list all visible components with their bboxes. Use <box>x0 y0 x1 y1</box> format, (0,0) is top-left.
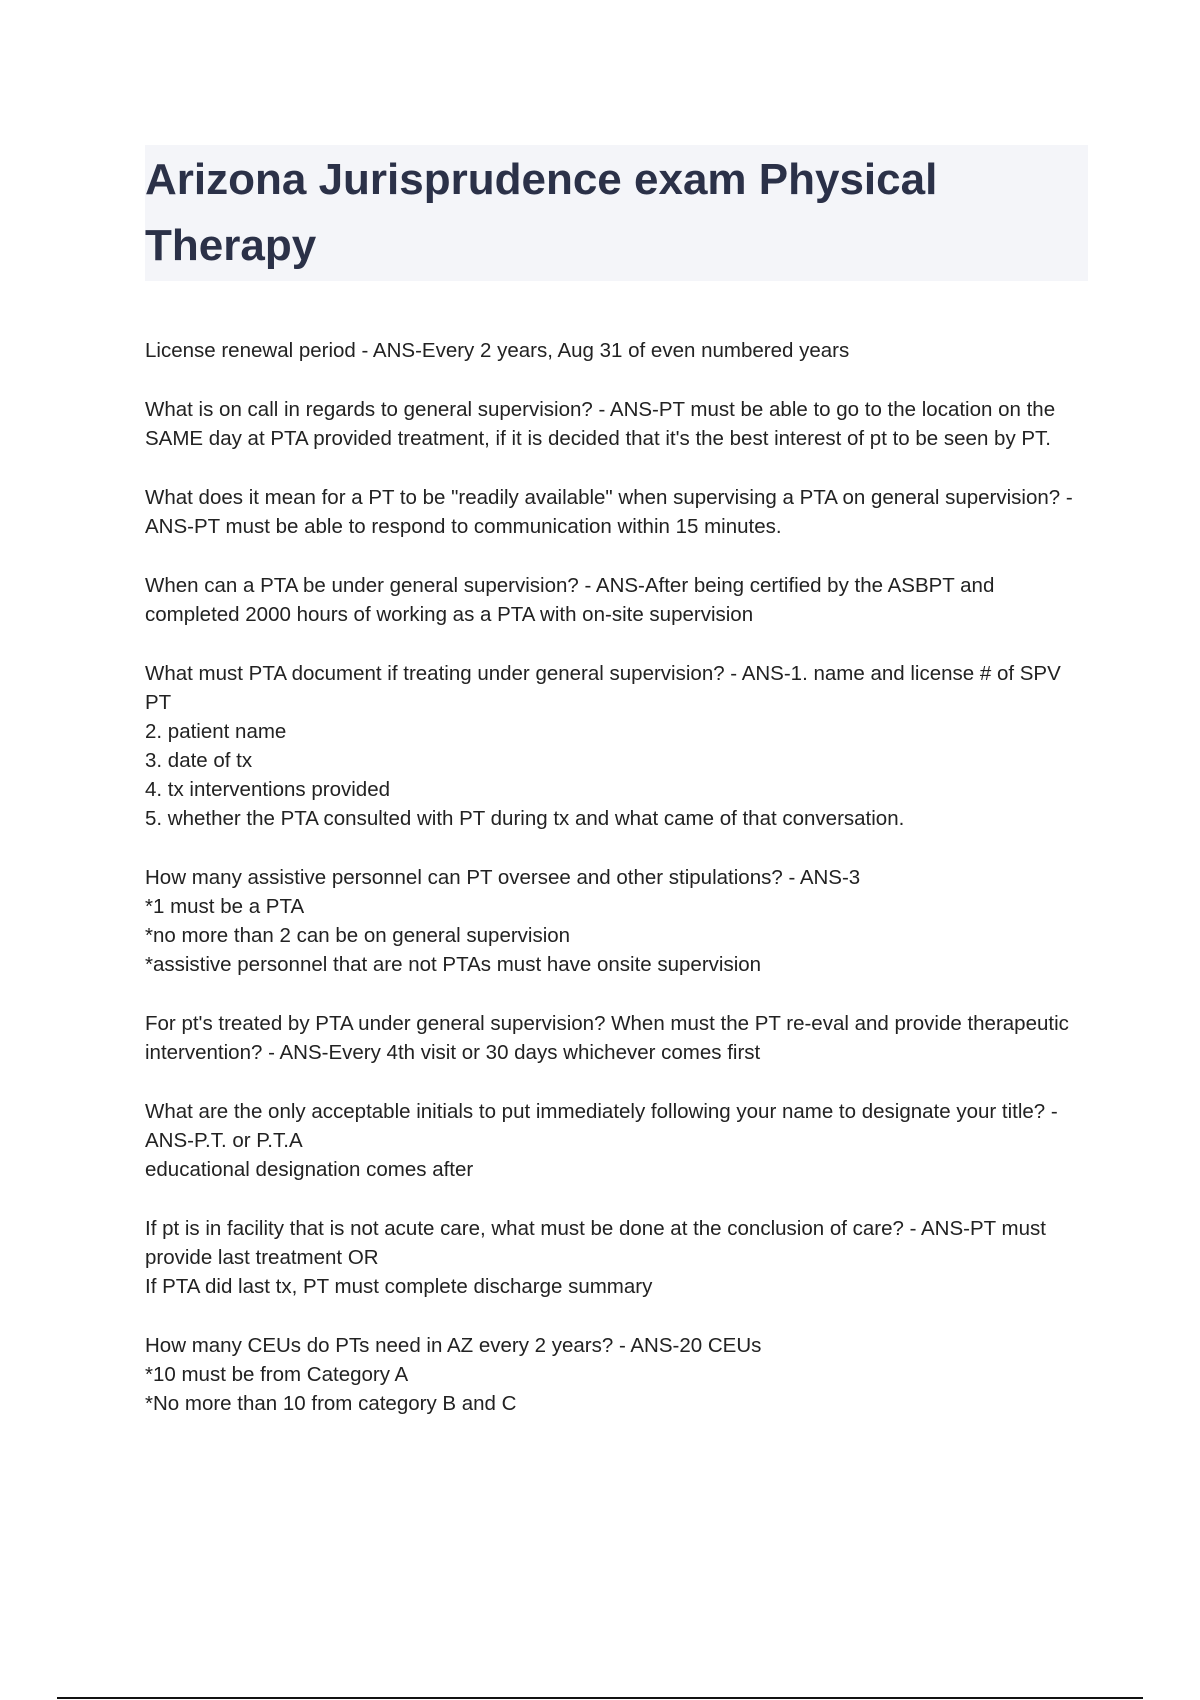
qa-line: 3. date of tx <box>145 749 253 772</box>
page-title: Arizona Jurisprudence exam Physical Therapy <box>145 155 938 270</box>
qa-line: For pt's treated by PTA under general supervision? When must the PT re-eval and provide therapeutic intervention? - ANS-Every 4th visit or 30 days whichever comes first <box>145 1012 1069 1064</box>
qa-line: License renewal period - ANS-Every 2 years, Aug 31 of even numbered years <box>145 339 850 362</box>
qa-line: *No more than 10 from category B and C <box>145 1392 517 1415</box>
qa-entry <box>145 483 1090 541</box>
qa-line: 4. tx interventions provided <box>145 778 390 801</box>
qa-line: When can a PTA be under general supervision? - ANS-After being certified by the ASBPT and completed 2000 hours of working as a PTA with on-site supervision <box>145 574 995 626</box>
qa-entry <box>145 1214 1090 1301</box>
qa-line: How many assistive personnel can PT oversee and other stipulations? - ANS-3 <box>145 866 861 889</box>
qa-line: If pt is in facility that is not acute care, what must be done at the conclusion of care? - ANS-PT must provide last treatment OR <box>145 1217 1046 1269</box>
qa-line: *assistive personnel that are not PTAs must have onsite supervision <box>145 953 762 976</box>
qa-line: *1 must be a PTA <box>145 895 305 918</box>
qa-line: educational designation comes after <box>145 1158 474 1181</box>
qa-line: What must PTA document if treating under general supervision? - ANS-1. name and license # of SPV PT <box>145 662 1061 714</box>
qa-line: What is on call in regards to general supervision? - ANS-PT must be able to go to the location on the SAME day at PTA provided treatment, if it is decided that it's the best interest of pt to be seen by PT. <box>145 398 1056 450</box>
title-banner <box>145 145 1088 281</box>
qa-line: 5. whether the PTA consulted with PT during tx and what came of that conversation. <box>145 807 905 830</box>
qa-entry <box>145 571 1090 629</box>
qa-line: If PTA did last tx, PT must complete discharge summary <box>145 1275 653 1298</box>
qa-entry <box>145 1097 1090 1184</box>
qa-entry <box>145 863 1090 979</box>
qa-entry <box>145 659 1090 833</box>
qa-list <box>145 336 1090 1448</box>
qa-line: What are the only acceptable initials to put immediately following your name to designate your title? - ANS-P.T. or P.T.A <box>145 1100 1058 1152</box>
qa-entry <box>145 1009 1090 1067</box>
qa-entry <box>145 336 1090 365</box>
qa-line: 2. patient name <box>145 720 287 743</box>
qa-entry <box>145 1331 1090 1418</box>
qa-line: *10 must be from Category A <box>145 1363 409 1386</box>
qa-entry <box>145 395 1090 453</box>
qa-line: *no more than 2 can be on general supervision <box>145 924 571 947</box>
footer-divider <box>57 1697 1143 1699</box>
qa-line: What does it mean for a PT to be "readily available" when supervising a PTA on general supervision? - ANS-PT must be able to respond to communication within 15 minutes. <box>145 486 1073 538</box>
qa-line: How many CEUs do PTs need in AZ every 2 years? - ANS-20 CEUs <box>145 1334 762 1357</box>
